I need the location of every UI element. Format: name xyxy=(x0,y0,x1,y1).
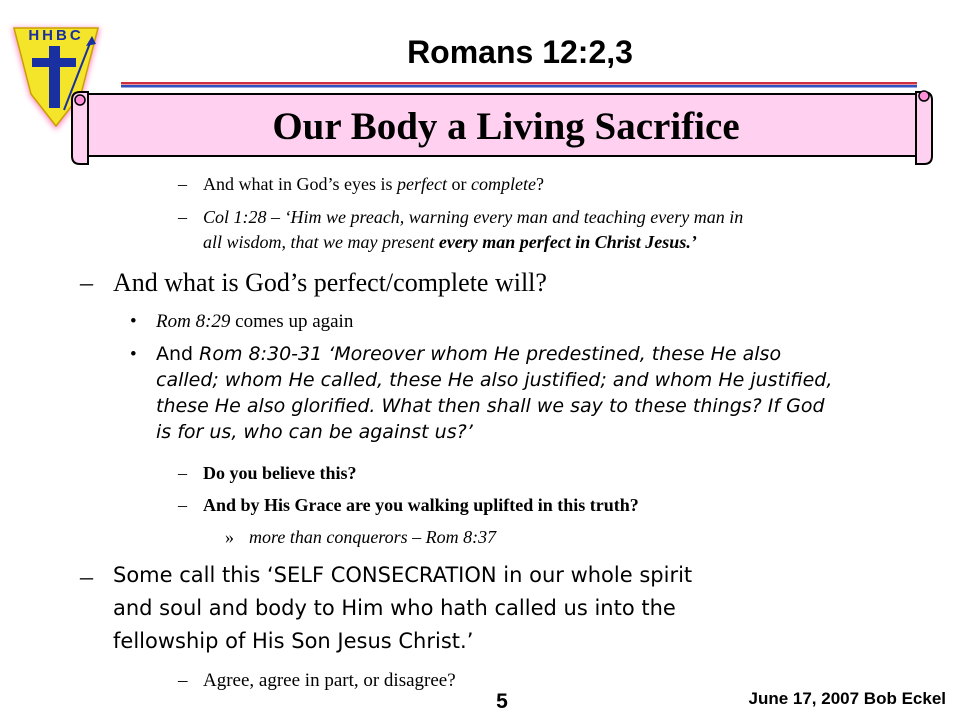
dash-marker: – xyxy=(178,495,187,515)
text-line-2: Col 1:28 – ‘Him we preach, warning every man and teaching every man in xyxy=(203,207,744,227)
text-line-7: called; whom He called, these He also justified; and whom He justified, xyxy=(156,369,833,391)
raquo-marker: » xyxy=(225,527,234,547)
text-line-8: these He also glorified. What then shall we say to these things? If God xyxy=(156,395,825,417)
text-line-13: Some call this ‘SELF CONSECRATION in our whole spirit xyxy=(113,563,693,587)
dash-marker: – xyxy=(178,207,187,227)
text-line-14: and soul and body to Him who hath called us into the xyxy=(113,596,676,620)
text-line-4: And what is God’s perfect/complete will? xyxy=(113,268,547,297)
text-line-15: fellowship of His Son Jesus Christ.’ xyxy=(113,629,474,653)
bullet-marker: • xyxy=(130,311,137,332)
logo-text: HHBC xyxy=(28,27,84,44)
text-line-11: And by His Grace are you walking uplifted in this truth? xyxy=(203,495,639,515)
text-line-9: is for us, who can be against us?’ xyxy=(156,421,473,443)
footer-date-author: June 17, 2007 Bob Eckel xyxy=(748,689,946,708)
text-line-6: And Rom 8:30-31 ‘Moreover whom He predestined, these He also xyxy=(156,343,782,365)
page-number: 5 xyxy=(496,690,508,713)
slide-title: Our Body a Living Sacrifice xyxy=(272,105,740,148)
text-line-1: And what in God’s eyes is perfect or complete? xyxy=(203,174,544,194)
dash-marker: – xyxy=(178,670,188,691)
page-title: Romans 12:2,3 xyxy=(407,34,633,70)
bullet-marker: • xyxy=(130,344,137,365)
text-line-12: more than conquerors – Rom 8:37 xyxy=(249,527,497,547)
dash-marker: – xyxy=(178,463,187,483)
text-line-10: Do you believe this? xyxy=(203,463,357,483)
dash-marker: – xyxy=(178,174,187,194)
text-line-5: Rom 8:29 comes up again xyxy=(156,311,354,332)
dash-marker: – xyxy=(80,562,93,591)
text-line-3: all wisdom, that we may present every man perfect in Christ Jesus.’ xyxy=(203,232,697,252)
text-line-16: Agree, agree in part, or disagree? xyxy=(203,670,456,691)
dash-marker: – xyxy=(80,268,93,297)
